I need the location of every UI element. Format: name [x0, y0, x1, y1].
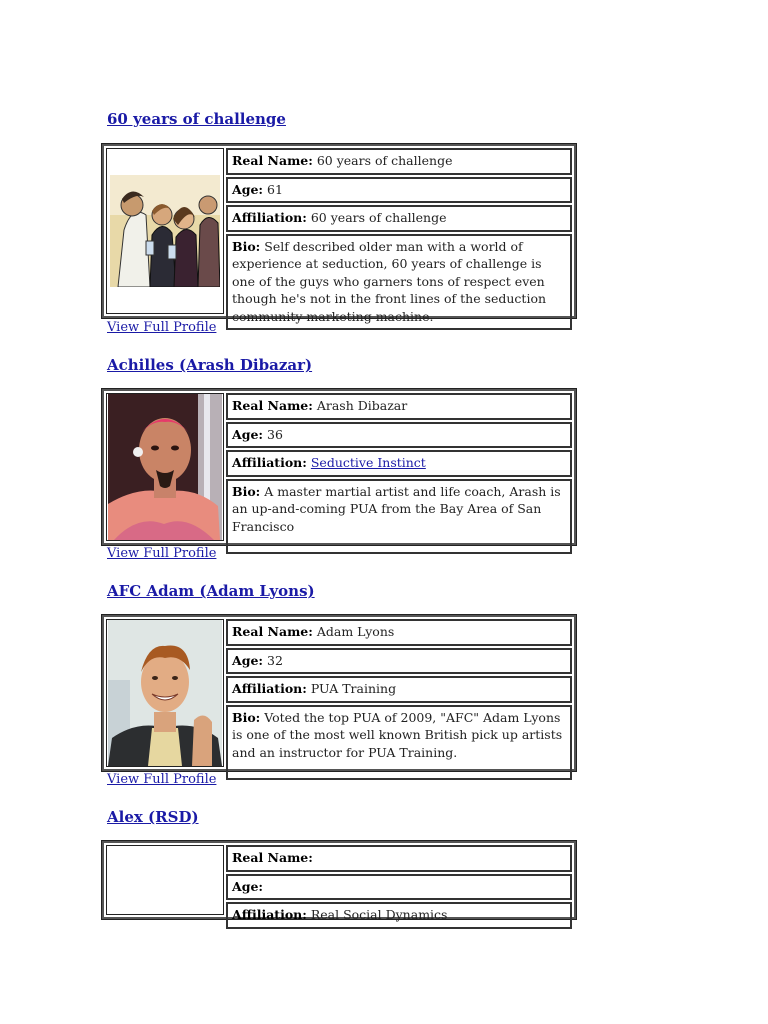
age-row — [226, 177, 572, 204]
profile-entry — [107, 582, 577, 787]
affiliation-label: Affiliation: — [232, 681, 307, 696]
real-name-label: Real Name: — [232, 624, 313, 639]
profile-title-link[interactable]: AFC Adam (Adam Lyons) — [107, 582, 315, 600]
affiliation-value: Real Social Dynamics — [310, 907, 448, 922]
profile-card — [102, 389, 576, 545]
bio-label: Bio: — [232, 483, 261, 499]
profile-photo — [108, 620, 222, 766]
affiliation-row — [226, 205, 572, 232]
profile-fields — [226, 393, 572, 556]
real-name-row — [226, 619, 572, 646]
affiliation-label: Affiliation: — [232, 210, 307, 225]
affiliation-value: PUA Training — [310, 681, 397, 696]
profile-fields — [226, 619, 572, 782]
profile-photo — [108, 394, 222, 540]
view-full-profile-link[interactable]: View Full Profile — [107, 320, 217, 335]
real-name-label: Real Name: — [232, 153, 313, 168]
profile-photo — [110, 175, 220, 287]
real-name-row — [226, 845, 572, 872]
affiliation-link[interactable]: Seductive Instinct — [310, 455, 426, 470]
profile-photo-cell — [106, 619, 224, 767]
profile-photo-cell — [106, 393, 224, 541]
profile-card — [102, 144, 576, 324]
bio-value: A master martial artist and life coach, Arash is an up-and-coming PUA from the Bay Area of San Francisco — [232, 483, 561, 534]
age-label: Age: — [232, 426, 264, 442]
real-name-value: Arash Dibazar — [316, 398, 408, 413]
profile-title-link[interactable]: Alex (RSD) — [107, 808, 199, 826]
profile-photo-cell — [106, 845, 224, 915]
bio-label: Bio: — [232, 709, 261, 725]
profile-title-link[interactable]: 60 years of challenge — [107, 110, 286, 128]
age-label: Age: — [232, 181, 264, 197]
profile-entry — [107, 808, 577, 922]
profile-fields — [226, 845, 572, 931]
bio-label: Bio: — [232, 238, 261, 254]
affiliation-row — [226, 902, 572, 929]
age-label: Age: — [232, 652, 264, 668]
real-name-value: 60 years of challenge — [316, 153, 453, 168]
affiliation-value: 60 years of challenge — [310, 210, 447, 225]
view-full-profile-link[interactable]: View Full Profile — [107, 772, 217, 787]
real-name-label: Real Name: — [232, 398, 313, 413]
bio-row — [226, 234, 572, 331]
profile-title-link[interactable]: Achilles (Arash Dibazar) — [107, 356, 313, 374]
profile-card — [102, 841, 576, 922]
real-name-row — [226, 148, 572, 175]
profile-photo-cell — [106, 148, 224, 314]
age-value: 32 — [267, 652, 283, 668]
bio-value: Self described older man with a world of experience at seduction, 60 years of challenge is one of the guys who garners tons of respect even though he's not in the front lines of the seduction community marketing machine. — [232, 238, 547, 324]
age-row — [226, 422, 572, 449]
view-full-profile-link[interactable]: View Full Profile — [107, 546, 217, 561]
age-row — [226, 648, 572, 675]
age-value: 61 — [267, 181, 283, 197]
affiliation-row — [226, 676, 572, 703]
affiliation-label: Affiliation: — [232, 907, 307, 922]
profile-fields — [226, 148, 572, 332]
real-name-row — [226, 393, 572, 420]
bio-value: Voted the top PUA of 2009, "AFC" Adam Lyons is one of the most well known British pick up artists and an instructor for PUA Training. — [232, 709, 563, 760]
age-label: Age: — [232, 878, 264, 894]
profile-entry — [107, 356, 577, 561]
real-name-label: Real Name: — [232, 850, 313, 865]
profile-entry — [107, 110, 577, 335]
age-value: 36 — [267, 426, 283, 442]
affiliation-row — [226, 450, 572, 477]
bio-row — [226, 479, 572, 554]
affiliation-label: Affiliation: — [232, 455, 307, 470]
real-name-value: Adam Lyons — [316, 624, 395, 639]
age-row — [226, 874, 572, 901]
profile-card — [102, 615, 576, 771]
bio-row — [226, 705, 572, 780]
